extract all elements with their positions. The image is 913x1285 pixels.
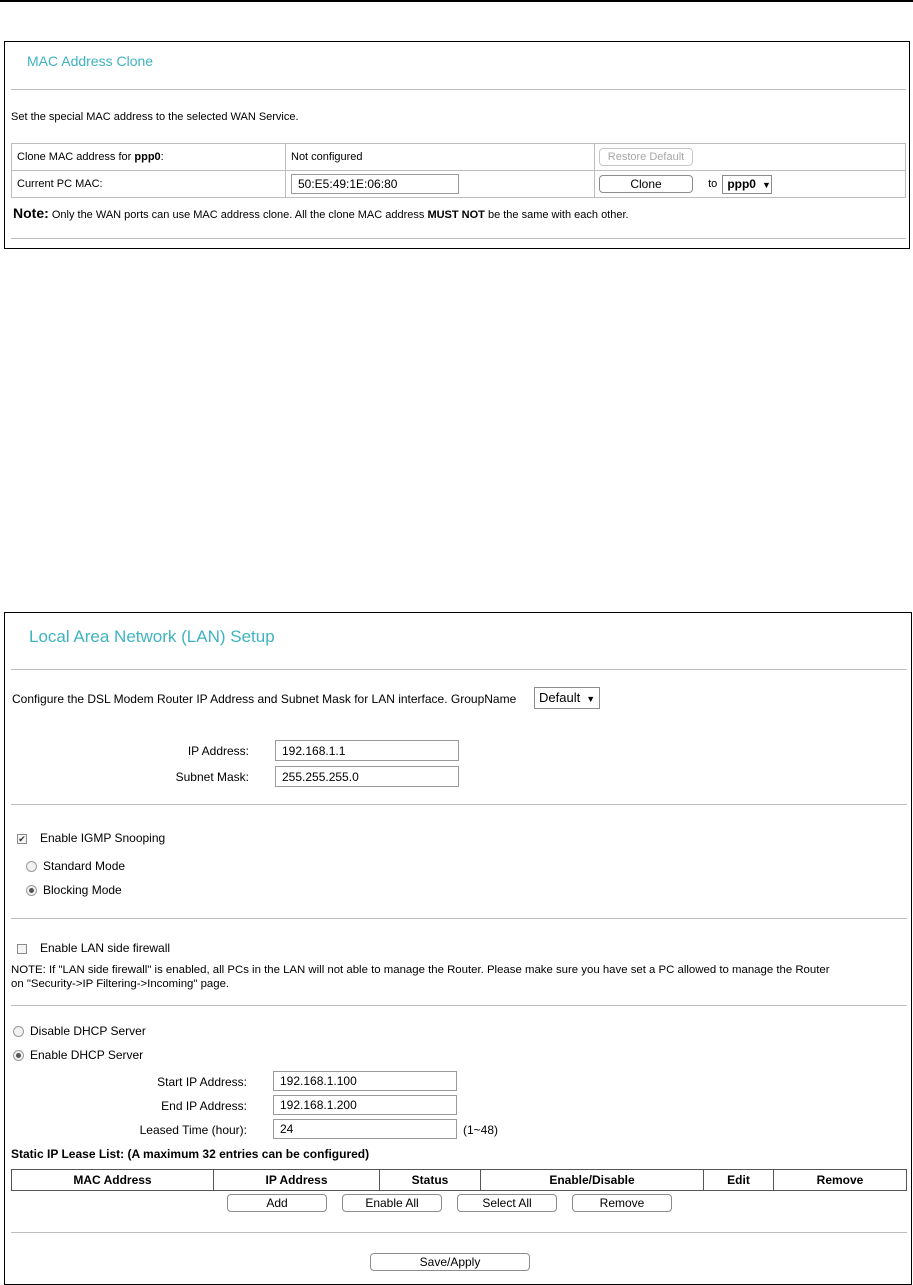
restore-default-button[interactable]: Restore Default xyxy=(599,148,693,166)
wan-interface-select-value: ppp0 xyxy=(727,176,756,191)
chevron-down-icon: ▼ xyxy=(586,694,596,704)
add-button[interactable]: Add xyxy=(227,1194,327,1212)
mac-clone-bottom-divider xyxy=(11,238,906,239)
column-header-remove: Remove xyxy=(774,1170,907,1191)
disable-dhcp-radio[interactable] xyxy=(13,1026,24,1037)
remove-button[interactable]: Remove xyxy=(572,1194,672,1212)
end-ip-input[interactable] xyxy=(273,1095,457,1115)
mac-clone-description: Set the special MAC address to the selected WAN Service. xyxy=(11,111,299,123)
static-lease-heading: Static IP Lease List: (A maximum 32 entries can be configured) xyxy=(11,1147,370,1161)
static-lease-table xyxy=(11,1169,907,1191)
lan-firewall-label: Enable LAN side firewall xyxy=(40,941,171,955)
igmp-snooping-checkbox[interactable] xyxy=(17,834,27,844)
group-name-select-value: Default xyxy=(539,690,581,705)
subnet-mask-input[interactable] xyxy=(275,766,459,787)
blocking-mode-label: Blocking Mode xyxy=(43,883,122,897)
start-ip-label: Start IP Address: xyxy=(157,1075,247,1089)
blocking-mode-radio[interactable] xyxy=(26,885,37,896)
lan-setup-panel xyxy=(4,612,912,1285)
standard-mode-radio[interactable] xyxy=(26,861,37,872)
note-text-2: be the same with each other. xyxy=(484,209,629,221)
standard-mode-label: Standard Mode xyxy=(43,859,126,873)
chevron-down-icon: ▼ xyxy=(761,179,771,190)
clone-cell xyxy=(595,171,906,198)
enable-all-button[interactable]: Enable All xyxy=(342,1194,442,1212)
ip-address-input[interactable] xyxy=(275,740,459,761)
start-ip-input[interactable] xyxy=(273,1071,457,1091)
column-header-ip: IP Address xyxy=(214,1170,380,1191)
lan-divider-2 xyxy=(11,804,907,805)
group-name-select[interactable] xyxy=(534,687,600,709)
lan-divider-3 xyxy=(11,918,907,919)
note-label: Note: xyxy=(13,205,49,221)
current-pc-mac-cell xyxy=(286,171,595,198)
table-row xyxy=(12,144,906,171)
clone-mac-label-suffix: : xyxy=(160,151,164,163)
wan-interface-select[interactable] xyxy=(722,175,772,194)
end-ip-label: End IP Address: xyxy=(161,1099,247,1113)
note-text-1: Only the WAN ports can use MAC address clone. All the clone MAC address xyxy=(48,209,428,221)
clone-to-label: to xyxy=(708,178,718,190)
lan-firewall-note-line-1: NOTE: If "LAN side firewall" is enabled, all PCs in the LAN will not able to manage the Router. Please make sure you have set a PC allowed to manage the Router xyxy=(11,964,830,976)
lan-divider-4 xyxy=(11,1005,907,1006)
current-pc-mac-input[interactable] xyxy=(291,174,459,194)
column-header-mac: MAC Address xyxy=(12,1170,214,1191)
mac-clone-note xyxy=(13,205,629,221)
clone-mac-label-iface: ppp0 xyxy=(134,151,161,163)
leased-time-range: (1~48) xyxy=(463,1123,499,1137)
igmp-snooping-label: Enable IGMP Snooping xyxy=(40,831,166,845)
lan-divider-5 xyxy=(11,1232,907,1233)
lan-firewall-checkbox[interactable] xyxy=(17,944,27,954)
clone-button[interactable]: Clone xyxy=(599,175,693,193)
current-pc-mac-label: Current PC MAC: xyxy=(12,171,286,198)
leased-time-input[interactable] xyxy=(273,1119,457,1139)
leased-time-label: Leased Time (hour): xyxy=(139,1123,247,1137)
mac-clone-title: MAC Address Clone xyxy=(27,53,154,69)
restore-cell xyxy=(595,144,906,171)
subnet-mask-label: Subnet Mask: xyxy=(175,770,249,784)
column-header-enable-disable: Enable/Disable xyxy=(481,1170,704,1191)
save-apply-button[interactable]: Save/Apply xyxy=(370,1253,530,1271)
ip-address-label: IP Address: xyxy=(187,744,249,758)
checkmark-icon: ✔ xyxy=(18,834,26,844)
disable-dhcp-label: Disable DHCP Server xyxy=(30,1024,146,1038)
page-top-rule xyxy=(0,0,913,2)
lan-config-text: Configure the DSL Modem Router IP Address and Subnet Mask for LAN interface. GroupName xyxy=(12,692,517,706)
mac-clone-table xyxy=(11,143,906,198)
select-all-button[interactable]: Select All xyxy=(457,1194,557,1212)
table-header-row xyxy=(12,1170,907,1191)
mac-clone-divider xyxy=(11,89,906,90)
lan-firewall-note-line-2: on "Security->IP Filtering->Incoming" page. xyxy=(11,978,230,990)
table-row xyxy=(12,171,906,198)
clone-mac-value: Not configured xyxy=(286,144,595,171)
column-header-status: Status xyxy=(380,1170,481,1191)
lan-divider-1 xyxy=(11,669,907,670)
clone-mac-label xyxy=(12,144,286,171)
enable-dhcp-label: Enable DHCP Server xyxy=(30,1048,144,1062)
enable-dhcp-radio[interactable] xyxy=(13,1050,24,1061)
column-header-edit: Edit xyxy=(704,1170,774,1191)
note-emphasis: MUST NOT xyxy=(427,209,485,221)
lan-setup-title: Local Area Network (LAN) Setup xyxy=(29,627,275,646)
clone-mac-label-prefix: Clone MAC address for xyxy=(17,151,135,163)
mac-clone-panel xyxy=(4,41,910,249)
